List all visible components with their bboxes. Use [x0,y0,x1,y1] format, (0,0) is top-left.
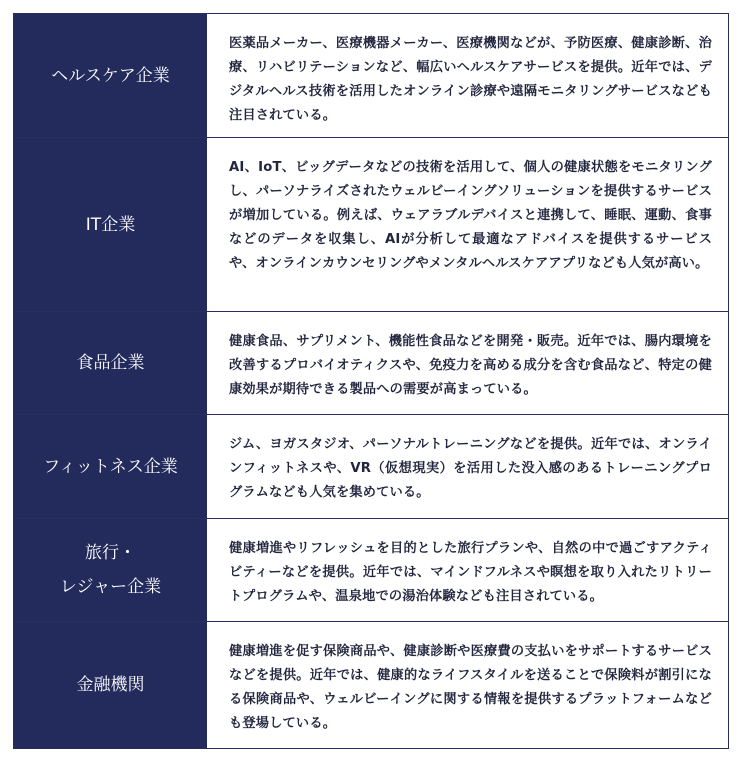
category-cell: IT企業 [14,138,207,311]
description-cell: 健康増進を促す保険商品や、健康診断や医療費の支払いをサポートするサービスなどを提供。近年では、健康的なライフスタイルを送ることで保険料が割引になる保険商品や、ウェルビーイングに関する情報を提供するプラットフォームなども登場している。 [229,644,712,731]
category-cell: 金融機関 [14,622,207,748]
description-cell: 健康増進やリフレッシュを目的とした旅行プランや、自然の中で過ごすアクティビティーなどを提供。近年では、マインドフルネスや瞑想を取り入れたリトリートプログラムや、温泉地での湯治体験なども注目されている。 [229,541,712,604]
category-cell: 食品企業 [14,312,207,414]
description-cell: 健康食品、サプリメント、機能性食品などを開発・販売。近年では、腸内環境を改善するプロバイオティクスや、免疫力を高める成分を含む食品など、特定の健康効果が期待できる製品への需要が高まっている。 [229,334,712,397]
table-row [14,312,728,415]
category-cell: ヘルスケア企業 [14,14,207,137]
table-row [14,415,728,519]
description-cell: 医薬品メーカー、医療機器メーカー、医療機関などが、予防医療、健康診断、治療、リハビリテーションなど、幅広いヘルスケアサービスを提供。近年では、デジタルヘルス技術を活用したオンライン診療や遠隔モニタリングサービスなども注目されている。 [229,36,712,123]
description-cell: ジム、ヨガスタジオ、パーソナルトレーニングなどを提供。近年では、オンラインフィットネスや、VR（仮想現実）を活用した没入感のあるトレーニングプログラムなども人気を集めている。 [229,437,712,500]
table-row [14,14,728,138]
table-row [14,622,728,749]
table-row [14,138,728,312]
category-cell: フィットネス企業 [14,415,207,518]
category-cell: 旅行・ レジャー企業 [14,519,207,621]
description-cell: AI、IoT、ビッグデータなどの技術を活用して、個人の健康状態をモニタリングし、パーソナライズされたウェルビーイングソリューションを提供するサービスが増加している。例えば、ウェアラブルデバイスと連携して、睡眠、運動、食事などのデータを収集し、AIが分析して最適なアドバイスを提供するサービスや、オンラインカウンセリングやメンタルヘルスケアアプリなども人気が高い。 [229,160,712,271]
industry-table [13,13,729,749]
table-row [14,519,728,622]
